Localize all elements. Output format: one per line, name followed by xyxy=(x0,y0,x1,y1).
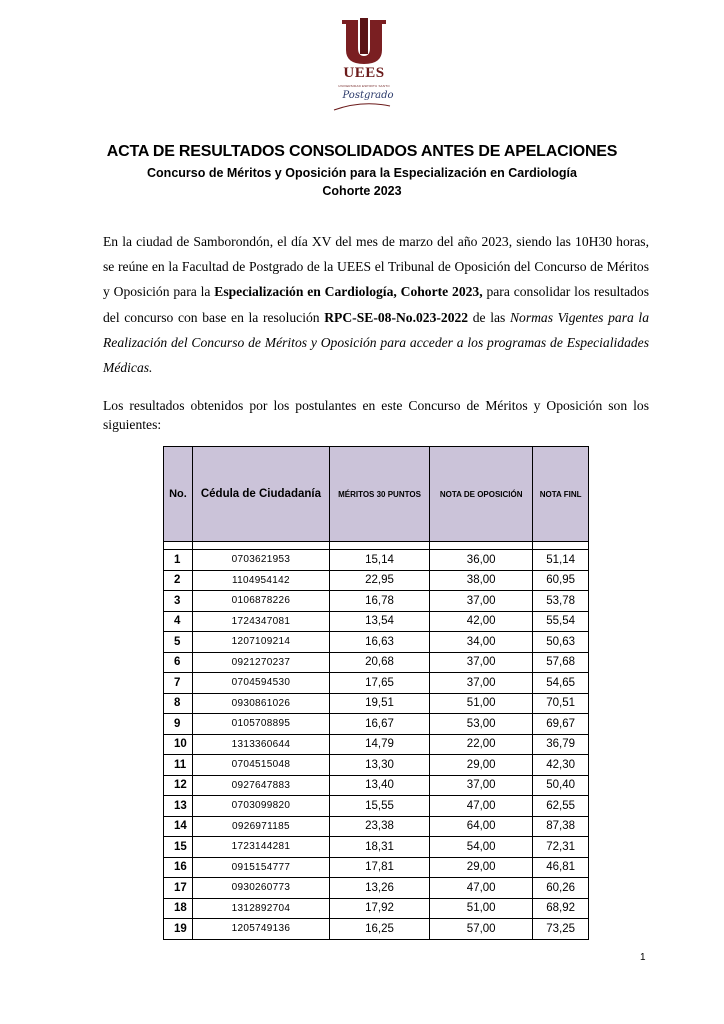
cell-meritos: 23,38 xyxy=(329,816,429,837)
table-row xyxy=(164,550,589,571)
table-spacer-row xyxy=(164,542,589,550)
table-row xyxy=(164,857,589,878)
cell-oposicion: 37,00 xyxy=(430,591,533,612)
table-row xyxy=(164,693,589,714)
cell-no: 2 xyxy=(164,570,193,591)
cell-final: 72,31 xyxy=(533,837,589,858)
cell-final: 70,51 xyxy=(533,693,589,714)
intro-resolution: RPC-SE-08-No.023-2022 xyxy=(324,309,469,325)
cell-meritos: 13,30 xyxy=(329,755,429,776)
cell-oposicion: 57,00 xyxy=(430,919,533,940)
document-title: ACTA DE RESULTADOS CONSOLIDADOS ANTES DE APELACIONES xyxy=(106,143,618,160)
cell-meritos: 16,25 xyxy=(329,919,429,940)
cell-final: 46,81 xyxy=(533,857,589,878)
cell-no: 8 xyxy=(164,693,193,714)
cell-no: 10 xyxy=(164,734,193,755)
cell-no: 11 xyxy=(164,755,193,776)
cell-meritos: 15,14 xyxy=(329,550,429,571)
cell-final: 62,55 xyxy=(533,796,589,817)
cell-no: 15 xyxy=(164,837,193,858)
cohort-label: Cohorte 2023 xyxy=(322,184,402,198)
cell-meritos: 14,79 xyxy=(329,734,429,755)
cell-oposicion: 38,00 xyxy=(430,570,533,591)
cell-oposicion: 47,00 xyxy=(430,796,533,817)
cell-oposicion: 34,00 xyxy=(430,632,533,653)
cell-final: 87,38 xyxy=(533,816,589,837)
cell-cedula: 0105708895 xyxy=(192,714,329,735)
cell-cedula: 1207109214 xyxy=(192,632,329,653)
table-row xyxy=(164,591,589,612)
cell-no: 1 xyxy=(164,550,193,571)
cell-meritos: 17,92 xyxy=(329,898,429,919)
cell-cedula: 1313360644 xyxy=(192,734,329,755)
cell-cedula: 0927647883 xyxy=(192,775,329,796)
cell-meritos: 13,40 xyxy=(329,775,429,796)
cell-meritos: 18,31 xyxy=(329,837,429,858)
table-row xyxy=(164,611,589,632)
cell-meritos: 20,68 xyxy=(329,652,429,673)
cell-oposicion: 54,00 xyxy=(430,837,533,858)
cell-cedula: 1104954142 xyxy=(192,570,329,591)
cell-no: 19 xyxy=(164,919,193,940)
postgrado-label: Postgrado xyxy=(342,90,394,101)
cell-no: 16 xyxy=(164,857,193,878)
table-row xyxy=(164,652,589,673)
cell-cedula: 0921270237 xyxy=(192,652,329,673)
cell-cedula: 1205749136 xyxy=(192,919,329,940)
intro-program-name: Especialización en Cardiología, Cohorte 2023, xyxy=(214,284,483,300)
results-intro: Los resultados obtenidos por los postulantes en este Concurso de Méritos y Oposición son los siguientes: xyxy=(103,398,649,432)
cell-cedula: 0704515048 xyxy=(192,755,329,776)
cell-final: 60,95 xyxy=(533,570,589,591)
cell-oposicion: 64,00 xyxy=(430,816,533,837)
cell-final: 50,63 xyxy=(533,632,589,653)
cell-meritos: 13,26 xyxy=(329,878,429,899)
table-row xyxy=(164,878,589,899)
header-cedula: Cédula de Ciudadanía xyxy=(192,447,329,542)
cell-oposicion: 51,00 xyxy=(430,898,533,919)
cell-cedula: 0106878226 xyxy=(192,591,329,612)
cell-meritos: 22,95 xyxy=(329,570,429,591)
header-oposicion: NOTA DE OPOSICIÓN xyxy=(430,447,533,542)
cell-meritos: 17,81 xyxy=(329,857,429,878)
cell-oposicion: 29,00 xyxy=(430,755,533,776)
cell-final: 53,78 xyxy=(533,591,589,612)
cell-meritos: 13,54 xyxy=(329,611,429,632)
cell-meritos: 16,78 xyxy=(329,591,429,612)
cell-meritos: 17,65 xyxy=(329,673,429,694)
cell-final: 73,25 xyxy=(533,919,589,940)
table-row xyxy=(164,755,589,776)
cell-final: 68,92 xyxy=(533,898,589,919)
cell-oposicion: 37,00 xyxy=(430,673,533,694)
cell-cedula: 0704594530 xyxy=(192,673,329,694)
cell-cedula: 1312892704 xyxy=(192,898,329,919)
cell-cedula: 1723144281 xyxy=(192,837,329,858)
intro-text-2: para consolidar los resultados del concurso con base en la resolución xyxy=(103,284,649,325)
table-row xyxy=(164,632,589,653)
table-row xyxy=(164,898,589,919)
page-number: 1 xyxy=(640,952,646,963)
cell-final: 69,67 xyxy=(533,714,589,735)
cell-cedula: 0915154777 xyxy=(192,857,329,878)
cell-no: 13 xyxy=(164,796,193,817)
uees-logo xyxy=(328,18,400,110)
cell-cedula: 0703099820 xyxy=(192,796,329,817)
cell-no: 18 xyxy=(164,898,193,919)
cell-oposicion: 53,00 xyxy=(430,714,533,735)
cell-cedula: 0703621953 xyxy=(192,550,329,571)
table-row xyxy=(164,816,589,837)
header-final: NOTA FINL xyxy=(533,447,589,542)
intro-paragraph xyxy=(103,229,649,380)
cell-cedula: 0926971185 xyxy=(192,816,329,837)
cell-oposicion: 29,00 xyxy=(430,857,533,878)
swoosh-decoration xyxy=(332,102,392,112)
cell-oposicion: 37,00 xyxy=(430,652,533,673)
cell-oposicion: 22,00 xyxy=(430,734,533,755)
results-table xyxy=(163,446,589,940)
table-row xyxy=(164,919,589,940)
table-row xyxy=(164,734,589,755)
cell-final: 55,54 xyxy=(533,611,589,632)
cell-no: 9 xyxy=(164,714,193,735)
cell-oposicion: 42,00 xyxy=(430,611,533,632)
cell-no: 17 xyxy=(164,878,193,899)
cell-final: 51,14 xyxy=(533,550,589,571)
uees-u-emblem xyxy=(342,18,386,66)
cell-final: 60,26 xyxy=(533,878,589,899)
cell-meritos: 16,63 xyxy=(329,632,429,653)
intro-text-3: de las xyxy=(468,309,510,325)
cell-final: 57,68 xyxy=(533,652,589,673)
cell-no: 3 xyxy=(164,591,193,612)
intro-norms: Normas Vigentes para la Realización del Concurso de Méritos y Oposición para acceder a los programas de Especialidades Médicas. xyxy=(103,309,649,376)
university-name: UNIVERSIDAD ESPIRITU SANTO xyxy=(338,84,390,88)
cell-cedula: 1724347081 xyxy=(192,611,329,632)
intro-text-1: En la ciudad de Samborondón, el día XV del mes de marzo del año 2023, siendo las 10H30 horas, se reúne en la Facultad de Postgrado de la UEES el Tribunal de Oposición del Concurso de Méritos y Oposición para la xyxy=(103,234,649,300)
cell-final: 50,40 xyxy=(533,775,589,796)
cell-final: 36,79 xyxy=(533,734,589,755)
cell-oposicion: 47,00 xyxy=(430,878,533,899)
cell-no: 5 xyxy=(164,632,193,653)
cell-oposicion: 51,00 xyxy=(430,693,533,714)
cell-meritos: 19,51 xyxy=(329,693,429,714)
cell-final: 42,30 xyxy=(533,755,589,776)
table-row xyxy=(164,570,589,591)
cell-oposicion: 36,00 xyxy=(430,550,533,571)
cell-no: 7 xyxy=(164,673,193,694)
table-row xyxy=(164,837,589,858)
table-row xyxy=(164,796,589,817)
table-row xyxy=(164,775,589,796)
document-subtitle: Concurso de Méritos y Oposición para la Especialización en Cardiología xyxy=(147,166,577,180)
cell-no: 6 xyxy=(164,652,193,673)
cell-final: 54,65 xyxy=(533,673,589,694)
cell-meritos: 16,67 xyxy=(329,714,429,735)
cell-cedula: 0930861026 xyxy=(192,693,329,714)
cell-no: 4 xyxy=(164,611,193,632)
cell-no: 14 xyxy=(164,816,193,837)
cell-oposicion: 37,00 xyxy=(430,775,533,796)
table-row xyxy=(164,673,589,694)
header-meritos: MÉRITOS 30 PUNTOS xyxy=(329,447,429,542)
cell-no: 12 xyxy=(164,775,193,796)
table-row xyxy=(164,714,589,735)
cell-cedula: 0930260773 xyxy=(192,878,329,899)
brand-name: UEES xyxy=(343,65,385,81)
cell-meritos: 15,55 xyxy=(329,796,429,817)
header-no: No. xyxy=(164,447,193,542)
table-header-row xyxy=(164,447,589,542)
